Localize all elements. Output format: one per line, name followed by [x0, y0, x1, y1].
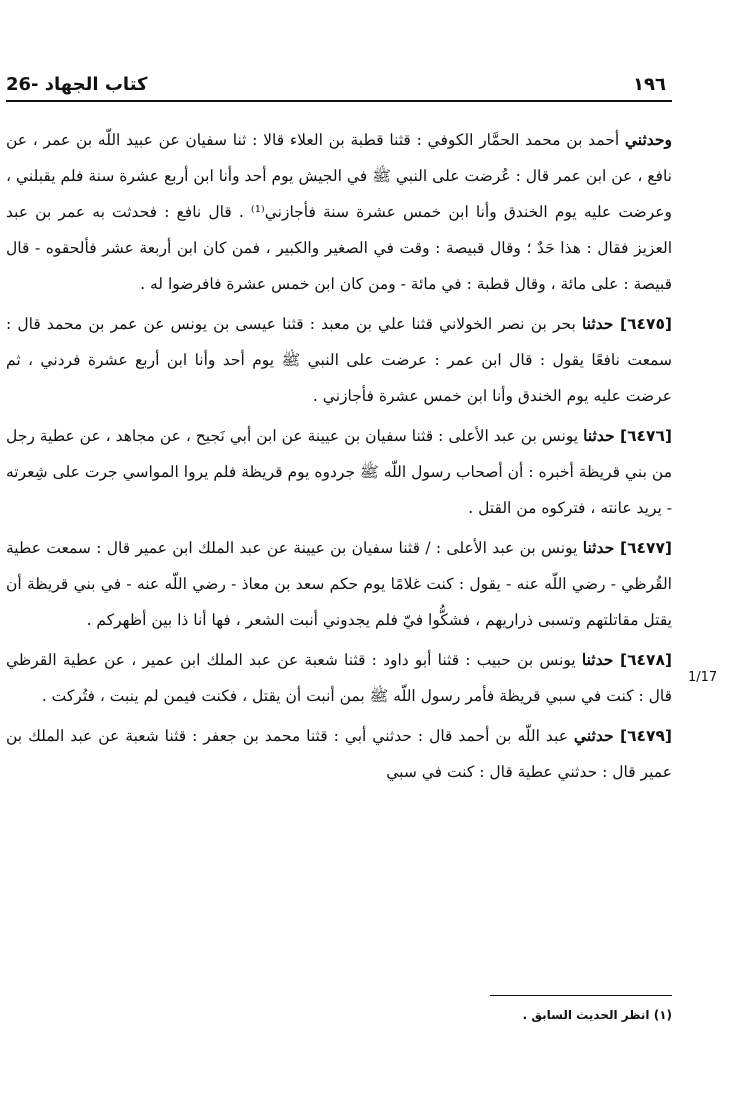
narration-lead: حدثنا [582, 538, 620, 557]
hadith-paragraph [6, 718, 672, 790]
hadith-text [6, 122, 672, 790]
running-header [6, 68, 672, 102]
narration-text: يونس بن عبد الأعلى : قثنا سفيان بن عيينة عن ابن أبي نَجيح ، عن مجاهد ، عن عطية رجل من بني قريظة أخبره : أن أصحاب رسول اللّه ﷺ جردوه يوم قريظة فلم يروا المواسي جرت على شِعرته - يريد عانته ، فتركوه من القتل . [6, 427, 672, 517]
hadith-paragraph [6, 642, 672, 714]
narration-text: بحر بن نصر الخولاني قثنا علي بن معبد : قثنا عيسى بن يونس عن عمر بن محمد قال : سمعت نافعًا يقول : قال ابن عمر : عرضت على النبي ﷺ يوم أحد وأنا ابن أربع عشرة فردني ، ثم عرضت عليه يوم الخندق وأنا ابن خمس عشرة فأجازني . [6, 315, 672, 405]
manuscript-folio-note: 1/17 [688, 670, 718, 685]
hadith-paragraph [6, 530, 672, 638]
footnote: (١) انظر الحديث السابق . [522, 1008, 672, 1022]
narration-lead: وحدثني [624, 130, 672, 149]
narration-text: أحمد بن محمد الحمَّار الكوفي : قثنا قطبة بن العلاء قالا : ثنا سفيان عن عبيد اللّه بن عمر ، عن نافع ، عن ابن عمر قال : عُرضت على النبي ﷺ في الجيش يوم أحد وأنا ابن أربع عشرة سنة فلم يقبلني ، وعرضت عليه يوم الخندق وأنا ابن خمس عشرة سنة فأجازني⁽¹⁾ . قال نافع : فحدثت به عمر بن عبد العزيز فقال : هذا حَدٌ ؛ وقال قبيصة : وقت في الصغير والكبير ، فمن كان ابن أربعة عشر فألحقوه - قال قبيصة : على مائة ، وقال قطبة : في مائة - ومن كان ابن خمس عشرة فافرضوا له . [6, 131, 672, 293]
narration-lead: حدثنا [581, 650, 620, 669]
narration-lead: حدثنا [583, 426, 620, 445]
narration-text: يونس بن عبد الأعلى : / قثنا سفيان بن عيينة عن عبد الملك ابن عمير قال : سمعت عطية القُرظي - رضي اللّه عنه - يقول : كنت غلامًا يوم حكم سعد بن معاذ - رضي اللّه عنه - في بني قريظة أن يقتل مقاتلتهم وتسبى ذراريهم ، فشكُّوا فيّ فلم يجدوني أنبت الشعر ، فها أنا ذا بين أظهركم . [6, 539, 672, 629]
narration-lead: حدثنا [581, 314, 620, 333]
hadith-paragraph [6, 122, 672, 302]
hadith-paragraph [6, 306, 672, 414]
hadith-number: [٦٤٧٥] [619, 315, 673, 333]
narration-text: يونس بن حبيب : قثنا أبو داود : قثنا شعبة عن عبد الملك ابن عمير ، عن عطية القرظي قال : كنت في سبي قريظة فأمر رسول اللّه ﷺ بمن أنبت أن يقتل ، فكنت فيمن لم ينبت ، فتُركت . [6, 651, 672, 705]
hadith-number: [٦٤٧٩] [619, 727, 672, 745]
page-number: ١٩٦ [633, 73, 666, 95]
hadith-number: [٦٤٧٧] [619, 539, 673, 557]
narration-text: عبد اللّه بن أحمد قال : حدثني أبي : قثنا محمد بن جعفر : قثنا شعبة عن عبد الملك بن عمير قال : حدثني عطية قال : كنت في سبي [6, 727, 672, 781]
footnote-divider [490, 995, 672, 996]
chapter-title: 26- كتاب الجهاد [6, 73, 148, 95]
narration-lead: حدثني [573, 726, 620, 745]
hadith-number: [٦٤٧٦] [619, 427, 673, 445]
hadith-paragraph [6, 418, 672, 526]
hadith-number: [٦٤٧٨] [619, 651, 673, 669]
